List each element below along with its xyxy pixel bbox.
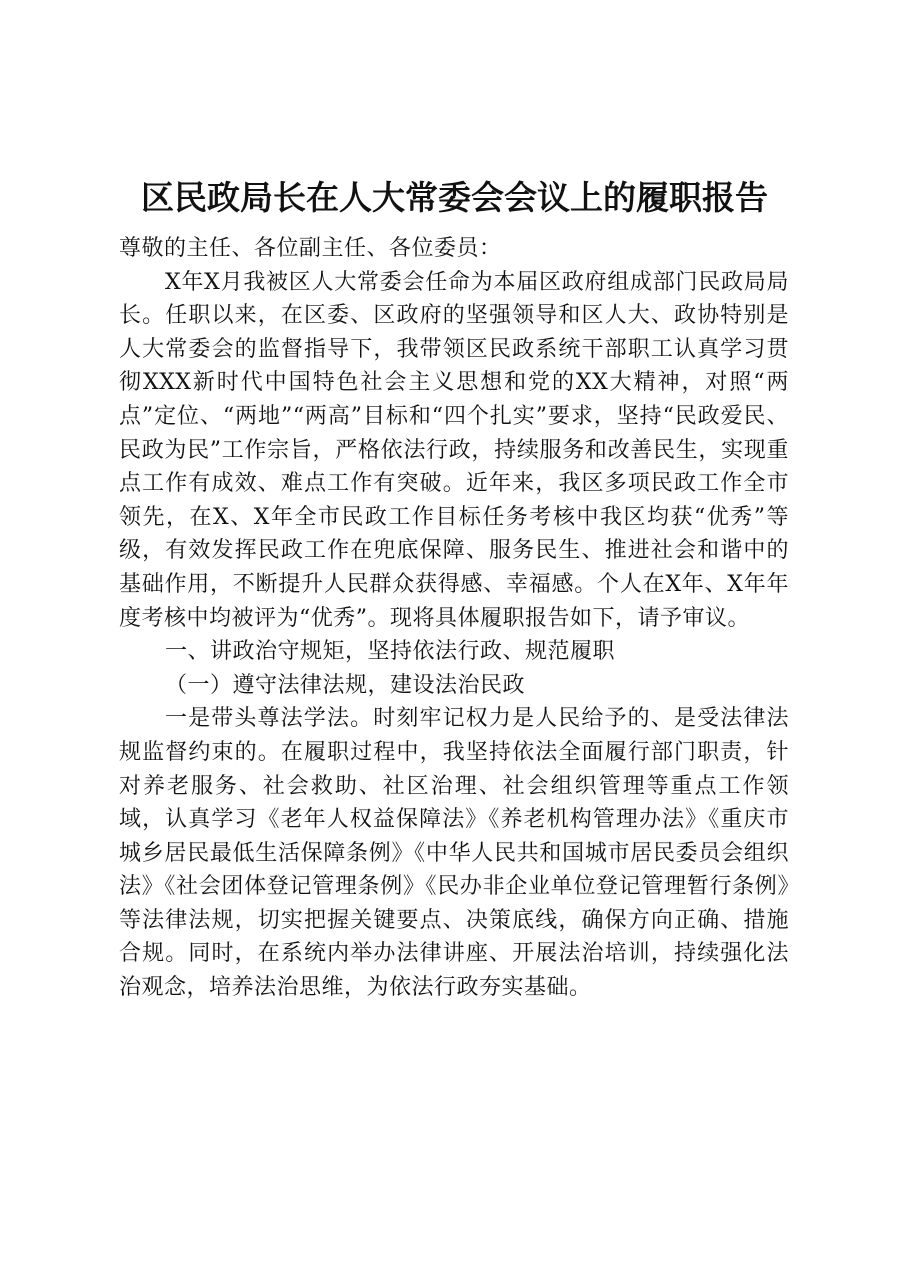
intro-paragraph: X年X月我被区人大常委会任命为本届区政府组成部门民政局局长。任职以来，在区委、区政府的坚强领导和区人大、政协特别是人大常委会的监督指导下，我带领区民政系统干部职工认真学习贯彻XXX新时代中国特色社会主义思想和党的XX大精神，对照“两点”定位、“两地”“两高”目标和“四个扎实”要求，坚持“民政爱民、民政为民”工作宗旨，严格依法行政，持续服务和改善民生，实现重点工作有成效、难点工作有突破。近年来，我区多项民政工作全市领先，在X、X年全市民政工作目标任务考核中我区均获“优秀”等级，有效发挥民政工作在兜底保障、服务民生、推进社会和谐中的基础作用，不断提升人民群众获得感、幸福感。个人在X年、X年年度考核中均被评为“优秀”。现将具体履职报告如下，请予审议。 [119, 269, 789, 631]
section-heading: 一、讲政治守规矩，坚持依法行政、规范履职 [165, 639, 616, 665]
salutation: 尊敬的主任、各位副主任、各位委员： [119, 236, 502, 261]
body-paragraph: 一是带头尊法学法。时刻牢记权力是人民给予的、是受法律法规监督约束的。在履职过程中，我坚持依法全面履行部门职责，针对养老服务、社会救助、社区治理、社会组织管理等重点工作领域，认真学习《老年人权益保障法》《养老机构管理办法》《重庆市城乡居民最低生活保障条例》《中华人民共和国城市居民委员会组织法》《社会团体登记管理条例》《民办非企业单位登记管理暂行条例》等法律法规，切实把握关键要点、决策底线，确保方向正确、措施合规。同时，在系统内举办法律讲座、开展法治培训，持续强化法治观念，培养法治思维，为依法行政夯实基础。 [119, 706, 789, 1001]
subsection-heading: （一）遵守法律法规，建设法治民政 [165, 672, 526, 698]
document-title: 区民政局长在人大常委会会议上的履职报告 [141, 178, 768, 217]
document-body [119, 232, 789, 1005]
